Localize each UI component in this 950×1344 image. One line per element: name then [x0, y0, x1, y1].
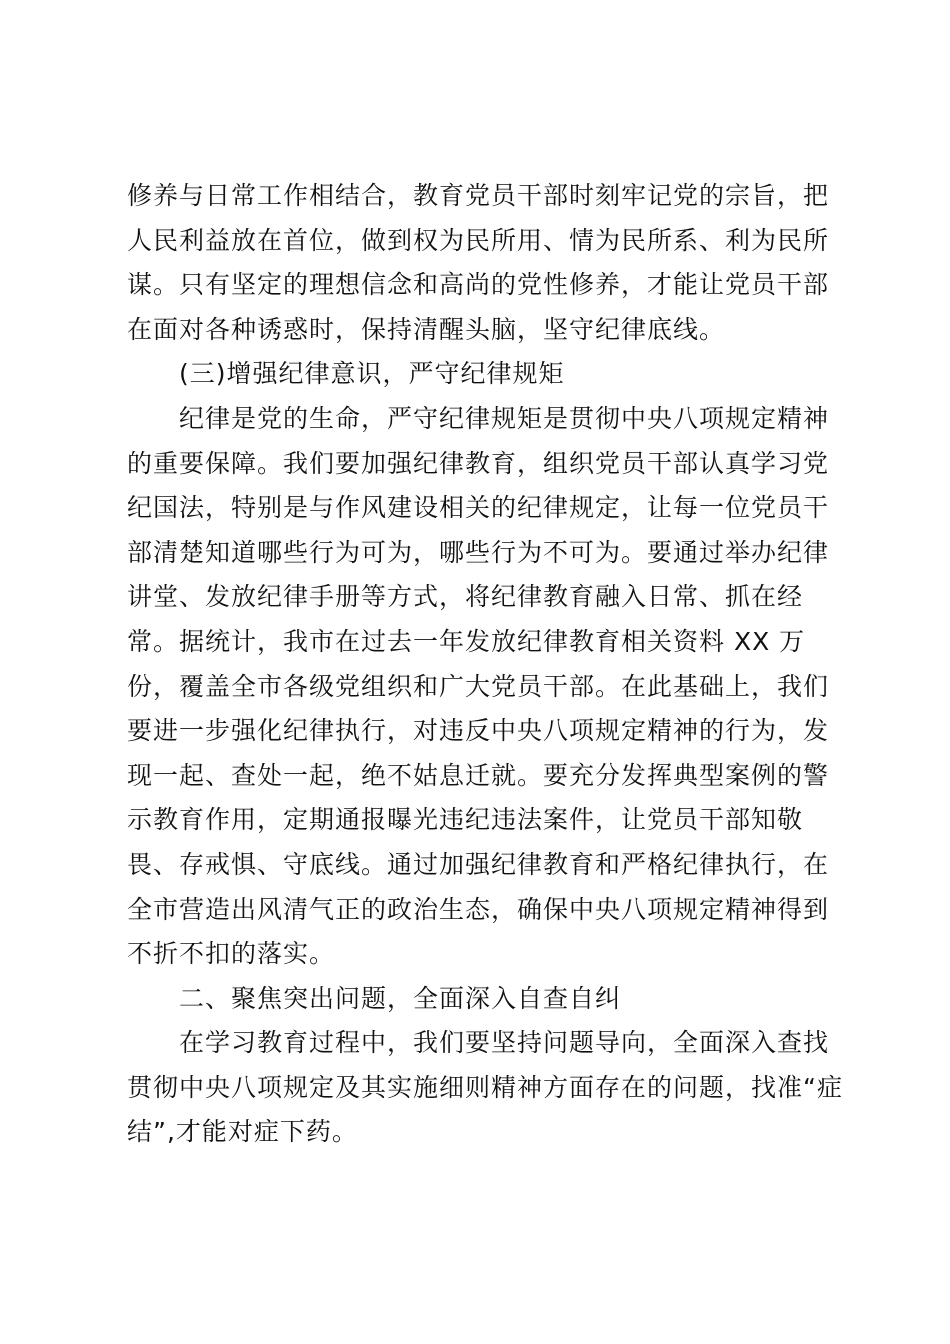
text-line: 常。据统计，我市在过去一年发放纪律教育相关资料 XX 万 [127, 626, 806, 656]
text-line: 讲堂、发放纪律手册等方式，将纪律教育融入日常、抓在经 [127, 582, 804, 612]
paragraph-discipline [127, 397, 830, 977]
text-line: 的重要保障。我们要加强纪律教育，组织党员干部认真学习党 [127, 448, 830, 478]
text-line: 示教育作用，定期通报曝光违纪违法案件，让党员干部知敬 [127, 805, 804, 835]
document-body [127, 174, 843, 1155]
paragraph-problems [127, 1021, 843, 1155]
text-line: 现一起、查处一起，绝不姑息迁就。要充分发挥典型案例的警 [127, 760, 830, 790]
text-line: 修养与日常工作相结合，教育党员干部时刻牢记党的宗旨，把 [127, 181, 830, 210]
text-line: 全市营造出风清气正的政治生态，确保中央八项规定精神得到 [127, 894, 830, 924]
text-line: 份，覆盖全市各级党组织和广大党员干部。在此基础上，我们 [127, 671, 830, 701]
text-line: 谋。只有坚定的理想信念和高尚的党性修养，才能让党员干部 [127, 270, 830, 300]
text-line: 畏、存戒惧、守底线。通过加强纪律教育和严格纪律执行，在 [127, 849, 830, 879]
text-line: 纪律是党的生命，严守纪律规矩是贯彻中央八项规定精神 [179, 403, 830, 433]
text-line: 纪国法，特别是与作风建设相关的纪律规定，让每一位党员干 [127, 493, 830, 523]
section-heading-3: (三)增强纪律意识，严守纪律规矩 [179, 359, 565, 389]
text-line: 部清楚知道哪些行为可为，哪些行为不可为。要通过举办纪律 [127, 537, 830, 567]
section-heading-2: 二、聚焦突出问题，全面深入自查自纠 [179, 983, 622, 1013]
text-line: 结”,才能对症下药。 [127, 1117, 358, 1147]
text-line: 不折不扣的落实。 [127, 939, 336, 969]
text-line: 人民利益放在首位，做到权为民所用、情为民所系、利为民所 [127, 225, 830, 255]
text-line: 贯彻中央八项规定及其实施细则精神方面存在的问题，找准“症 [127, 1072, 843, 1102]
text-line: 在面对各种诱惑时，保持清醒头脑，坚守纪律底线。 [127, 314, 726, 344]
text-line: 要进一步强化纪律执行，对违反中央八项规定精神的行为，发 [127, 716, 830, 746]
text-line: 在学习教育过程中，我们要坚持问题导向，全面深入查找 [179, 1028, 830, 1058]
paragraph-continuation [127, 174, 830, 352]
